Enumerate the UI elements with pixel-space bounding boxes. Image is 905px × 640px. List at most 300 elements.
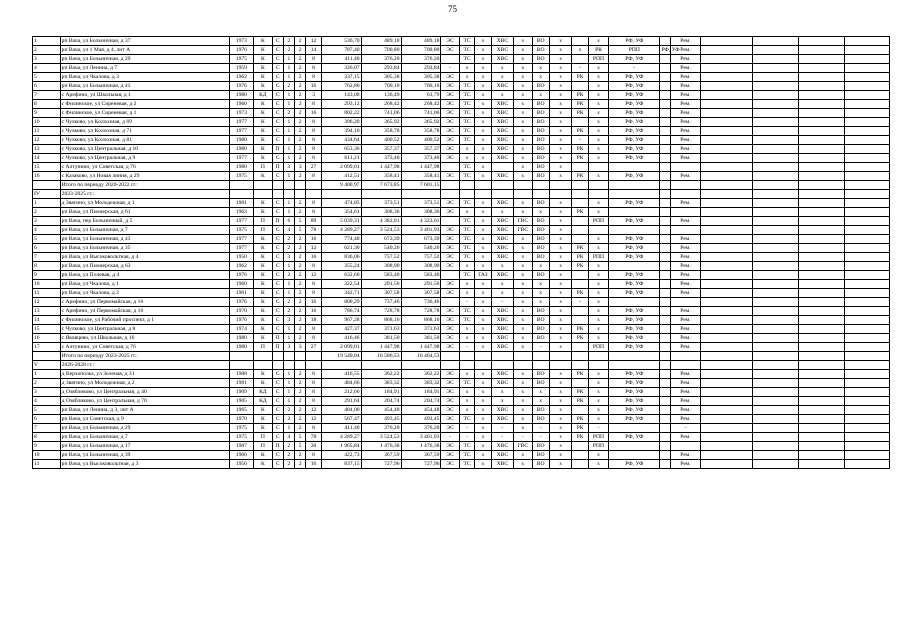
table-cell: 1 [283, 262, 294, 271]
table-cell [609, 226, 660, 235]
table-cell: 184,91 [361, 388, 401, 397]
table-cell: х [532, 388, 549, 397]
table-cell: 1 [283, 145, 294, 154]
table-cell: К [254, 235, 272, 244]
table-cell: х [549, 226, 572, 235]
table-cell: С [272, 388, 283, 397]
empty-cell [229, 190, 254, 199]
table-cell: х [549, 316, 572, 325]
table-cell: П [272, 334, 283, 343]
table-cell: С [272, 262, 283, 271]
table-cell: 2 [283, 235, 294, 244]
table-cell: 427,37 [321, 325, 361, 334]
empty-cell [844, 190, 889, 199]
table-cell [752, 127, 798, 136]
table-cell [701, 451, 752, 460]
table-row [33, 406, 890, 415]
table-cell: ХВС [491, 235, 514, 244]
table-cell: 362,22 [361, 370, 401, 379]
table-cell: 1959 [229, 64, 254, 73]
table-cell: 4 [33, 64, 61, 73]
table-cell: х [588, 109, 608, 118]
table-cell: 8 [306, 334, 321, 343]
table-cell: ТС [459, 37, 474, 46]
table-cell: 434,64 [321, 136, 361, 145]
table-cell [798, 217, 844, 226]
table-cell [844, 208, 889, 217]
table-cell: РПП [609, 46, 660, 55]
table-cell: РФ, УФ [609, 55, 660, 64]
table-cell: 63,79 [401, 91, 441, 100]
table-cell: 16 [306, 253, 321, 262]
table-cell: 2 [283, 109, 294, 118]
table-cell: К [254, 298, 272, 307]
table-cell: х [549, 100, 572, 109]
empty-cell [701, 352, 752, 361]
period-total-label: Итого по периоду 2020-2022 гг.: [60, 181, 229, 190]
table-cell: 1977 [229, 244, 254, 253]
table-cell: 1980 [229, 343, 254, 352]
table-cell [609, 298, 660, 307]
empty-cell [475, 361, 491, 370]
table-cell [752, 397, 798, 406]
table-cell: ХВС [491, 136, 514, 145]
table-cell: 11 [33, 289, 61, 298]
empty-cell [321, 190, 361, 199]
table-cell: Рем. [670, 253, 701, 262]
table-cell [701, 307, 752, 316]
table-cell: 2 [295, 388, 306, 397]
empty-cell [572, 190, 588, 199]
table-cell: х [514, 163, 532, 172]
table-cell [798, 73, 844, 82]
table-cell [572, 307, 588, 316]
table-cell: х [588, 307, 608, 316]
table-cell: - [459, 343, 474, 352]
table-cell: К [254, 370, 272, 379]
table-cell [798, 406, 844, 415]
table-cell [660, 100, 670, 109]
address-cell: д Озябликово, ул Центральная, д 40 [60, 388, 229, 397]
table-cell [844, 55, 889, 64]
table-cell: С [272, 109, 283, 118]
table-cell: К [254, 262, 272, 271]
table-cell: 15 [33, 325, 61, 334]
table-cell [752, 316, 798, 325]
table-cell [752, 406, 798, 415]
table-cell [701, 433, 752, 442]
table-cell: 1 [283, 199, 294, 208]
table-cell: х [549, 442, 572, 451]
section-period-label: 2026-2028 гг.: [60, 361, 229, 370]
address-cell: с Чулково, ул Центральная, д 10 [60, 145, 229, 154]
table-cell: 268,42 [361, 100, 401, 109]
table-cell: 4 [283, 433, 294, 442]
table-cell: С [272, 37, 283, 46]
table-row [33, 235, 890, 244]
table-cell: 1961 [229, 289, 254, 298]
table-cell: 1 447,98 [401, 343, 441, 352]
table-cell: РФ, УФ [609, 406, 660, 415]
table-cell: РФ, УФ [609, 127, 660, 136]
table-cell: 1 [283, 55, 294, 64]
table-cell [572, 379, 588, 388]
table-cell: 4 [33, 226, 61, 235]
table-cell: П [254, 226, 272, 235]
table-cell: 2 [295, 136, 306, 145]
address-cell: д Звягино, ул Молодежная, д 2 [60, 379, 229, 388]
table-cell: ХВС [491, 145, 514, 154]
address-cell: д Верхопольє, ул Зеленая, д 31 [60, 370, 229, 379]
table-cell: х [549, 460, 572, 469]
table-cell: 1980 [229, 136, 254, 145]
table-cell: ХВС [491, 442, 514, 451]
empty-cell [272, 181, 283, 190]
table-cell: 2 [295, 271, 306, 280]
table-cell: х [514, 46, 532, 55]
table-cell: ХВС [491, 127, 514, 136]
table-cell: 1 [283, 73, 294, 82]
table-cell: 741,06 [401, 109, 441, 118]
table-cell: РПП [588, 253, 608, 262]
table-cell [844, 334, 889, 343]
table-cell: РК [572, 370, 588, 379]
table-cell: х [514, 397, 532, 406]
table-cell [752, 145, 798, 154]
empty-cell [475, 181, 491, 190]
table-cell [752, 325, 798, 334]
table-cell [701, 145, 752, 154]
table-cell: х [588, 451, 608, 460]
table-cell [752, 271, 798, 280]
table-cell: 6 [33, 244, 61, 253]
address-cell: рп Вача, ул Полевая, д 4 [60, 271, 229, 280]
table-cell: 802,22 [321, 109, 361, 118]
table-row [33, 46, 890, 55]
table-cell: х [514, 199, 532, 208]
table-cell [701, 334, 752, 343]
table-row [33, 127, 890, 136]
table-cell: 9 [33, 271, 61, 280]
table-cell: 2 [295, 280, 306, 289]
table-cell: х [475, 406, 491, 415]
table-cell [798, 127, 844, 136]
table-cell: 307,58 [361, 289, 401, 298]
table-row [33, 55, 890, 64]
table-row [33, 154, 890, 163]
table-cell: ВО [532, 442, 549, 451]
table-cell: РФ, УФ [609, 415, 660, 424]
table-cell: х [514, 271, 532, 280]
empty-cell [752, 190, 798, 199]
table-cell: х [514, 316, 532, 325]
table-cell: х [514, 289, 532, 298]
table-cell [752, 460, 798, 469]
table-cell: ТС [459, 163, 474, 172]
table-cell: х [588, 406, 608, 415]
table-cell [701, 406, 752, 415]
table-cell: ЭС [441, 442, 459, 451]
table-cell [844, 424, 889, 433]
table-cell: РК [572, 145, 588, 154]
empty-cell [491, 361, 514, 370]
table-cell [752, 235, 798, 244]
table-cell: ТС [459, 244, 474, 253]
table-cell [844, 325, 889, 334]
table-cell: ВО [532, 55, 549, 64]
table-cell: К [254, 334, 272, 343]
table-cell: ЭС [441, 289, 459, 298]
table-cell: ХВС [491, 406, 514, 415]
table-cell: 1976 [229, 298, 254, 307]
table-cell: 1980 [229, 145, 254, 154]
table-cell: х [588, 397, 608, 406]
table-cell: ВО [532, 244, 549, 253]
table-cell [844, 136, 889, 145]
table-cell: х [514, 307, 532, 316]
table-cell: Рем. [670, 379, 701, 388]
table-cell [701, 316, 752, 325]
address-cell: рп Вача, ул Больничная, д 29 [60, 424, 229, 433]
table-cell [660, 217, 670, 226]
table-cell: 16 [306, 307, 321, 316]
empty-cell [361, 361, 401, 370]
table-cell: К [254, 55, 272, 64]
table-cell [660, 307, 670, 316]
table-cell: Рем. [670, 37, 701, 46]
table-cell: х [588, 388, 608, 397]
table-cell [798, 91, 844, 100]
table-cell: С [272, 91, 283, 100]
table-cell: 322,54 [321, 280, 361, 289]
section-roman-numeral: IV [33, 190, 61, 199]
table-cell [752, 442, 798, 451]
empty-cell [491, 181, 514, 190]
table-cell: РК [572, 415, 588, 424]
table-cell [752, 388, 798, 397]
table-cell: 1975 [229, 424, 254, 433]
address-cell: рп Вача, ул Чкалова, д 1 [60, 280, 229, 289]
table-cell: Рем. [670, 397, 701, 406]
table-cell [701, 64, 752, 73]
table-cell: 2 [295, 172, 306, 181]
table-cell: РФ, УФ [609, 397, 660, 406]
table-cell: 373,40 [401, 154, 441, 163]
table-cell: х [514, 253, 532, 262]
table-cell: РФ, УФ [661, 47, 680, 53]
table-cell: К [254, 46, 272, 55]
table-cell: 2 [283, 415, 294, 424]
table-cell: ХВС [491, 37, 514, 46]
table-cell [660, 271, 670, 280]
table-cell: 358,41 [361, 172, 401, 181]
table-cell: х [475, 208, 491, 217]
table-cell: 4 [283, 226, 294, 235]
table-cell [701, 442, 752, 451]
table-cell: 204,74 [361, 397, 401, 406]
table-cell [844, 406, 889, 415]
table-row [33, 109, 890, 118]
table-cell: х [549, 73, 572, 82]
table-cell: ХВС [491, 154, 514, 163]
table-cell: 1977 [229, 154, 254, 163]
table-cell: С [272, 82, 283, 91]
table-cell: 1975 [229, 55, 254, 64]
table-cell: х [475, 82, 491, 91]
empty-cell [272, 361, 283, 370]
table-cell: х [549, 451, 572, 460]
table-cell [572, 226, 588, 235]
table-cell [660, 343, 670, 352]
address-cell: с Арефино, ул Первомайская, д 10 [60, 298, 229, 307]
table-cell: 268,42 [401, 100, 441, 109]
empty-cell [532, 190, 549, 199]
table-cell: - [609, 64, 660, 73]
table-row [33, 424, 890, 433]
table-cell: 2 [295, 406, 306, 415]
table-cell: х [549, 244, 572, 253]
table-cell: ЭС [441, 100, 459, 109]
table-cell: 337,15 [321, 73, 361, 82]
address-cell: рп Вача, ул Больничная, д 7 [60, 433, 229, 442]
table-cell [441, 163, 459, 172]
table-cell: ХВС [491, 316, 514, 325]
table-cell: РФ, УФ [609, 136, 660, 145]
table-cell: ХВС [491, 100, 514, 109]
table-cell: х [475, 433, 491, 442]
table-cell [844, 271, 889, 280]
table-cell: 489,18 [401, 37, 441, 46]
table-cell [752, 118, 798, 127]
table-cell: 6 [283, 217, 294, 226]
table-cell [701, 370, 752, 379]
table-cell: 1960 [229, 280, 254, 289]
table-cell: ЭС [441, 406, 459, 415]
table-cell [660, 208, 670, 217]
table-cell [660, 145, 670, 154]
table-cell [701, 37, 752, 46]
table-cell [701, 379, 752, 388]
table-row [33, 271, 890, 280]
table-cell: 5 [33, 406, 61, 415]
table-cell [798, 136, 844, 145]
table-cell: х [532, 280, 549, 289]
table-cell: 373,40 [361, 154, 401, 163]
table-cell: РФ, УФ [609, 370, 660, 379]
table-cell [844, 64, 889, 73]
table-row [33, 226, 890, 235]
table-cell: х [588, 271, 608, 280]
table-cell: ЭС [441, 460, 459, 469]
table-cell: РФ, УФ [609, 100, 660, 109]
table-cell: К [254, 208, 272, 217]
table-cell: РФ, УФ [609, 217, 660, 226]
table-cell: х [475, 154, 491, 163]
table-cell: х [549, 325, 572, 334]
table-cell: С [272, 226, 283, 235]
table-cell: 17 [33, 343, 61, 352]
empty-cell [588, 181, 608, 190]
table-cell: х [549, 334, 572, 343]
table-cell: 727,96 [401, 460, 441, 469]
table-cell: х [475, 334, 491, 343]
table-cell: С [272, 325, 283, 334]
table-cell [844, 343, 889, 352]
table-cell: - [572, 136, 588, 145]
table-cell: Рем. [670, 370, 701, 379]
table-cell [660, 289, 670, 298]
table-cell: х [459, 145, 474, 154]
table-cell: 2 [295, 334, 306, 343]
table-cell: С [272, 208, 283, 217]
table-cell: 3 524,53 [361, 226, 401, 235]
table-cell: 2 [295, 145, 306, 154]
table-cell: ВО [532, 406, 549, 415]
table-cell: 653,36 [321, 145, 361, 154]
table-cell: ХВС [491, 370, 514, 379]
table-cell: 376,20 [401, 55, 441, 64]
table-cell: 381,50 [361, 334, 401, 343]
table-cell [752, 415, 798, 424]
table-cell: х [475, 388, 491, 397]
table-cell: ХВС [491, 271, 514, 280]
table-cell [798, 253, 844, 262]
table-cell: Рем. [670, 100, 701, 109]
table-cell: 357,37 [361, 145, 401, 154]
empty-cell [306, 361, 321, 370]
table-cell: 376,20 [361, 424, 401, 433]
table-cell: ЭС [441, 451, 459, 460]
table-cell: 376,20 [401, 424, 441, 433]
table-cell: х [459, 154, 474, 163]
table-cell: ГВС [514, 442, 532, 451]
table-cell: х [514, 406, 532, 415]
table-row [33, 244, 890, 253]
table-cell: Рем. [670, 235, 701, 244]
table-cell: П [272, 217, 283, 226]
table-cell: 2 [295, 424, 306, 433]
table-cell: ЭС [441, 280, 459, 289]
table-cell [701, 172, 752, 181]
table-cell: Рем. [670, 118, 701, 127]
table-cell: ВО [532, 451, 549, 460]
empty-cell [532, 181, 549, 190]
table-cell: х [459, 280, 474, 289]
table-row [33, 460, 890, 469]
table-cell: С [272, 118, 283, 127]
table-cell: ЭС [441, 370, 459, 379]
table-cell: С [272, 244, 283, 253]
address-cell: рп Вача, ул Больничная, д 7 [60, 226, 229, 235]
table-cell: 78 [306, 226, 321, 235]
table-cell: 12 [33, 136, 61, 145]
table-cell [844, 127, 889, 136]
table-cell [752, 343, 798, 352]
table-cell: х [514, 262, 532, 271]
table-cell: Рем. [670, 64, 701, 73]
table-cell [752, 280, 798, 289]
address-cell: с Алтунино, ул Советская, д 76 [60, 343, 229, 352]
empty-cell [798, 352, 844, 361]
table-cell: х [475, 280, 491, 289]
table-cell: 3 461,93 [401, 433, 441, 442]
table-cell [660, 262, 670, 271]
table-cell: 8 [306, 370, 321, 379]
table-cell [701, 136, 752, 145]
table-cell: П [272, 343, 283, 352]
table-cell: 2 [295, 316, 306, 325]
table-cell: 1977 [229, 127, 254, 136]
